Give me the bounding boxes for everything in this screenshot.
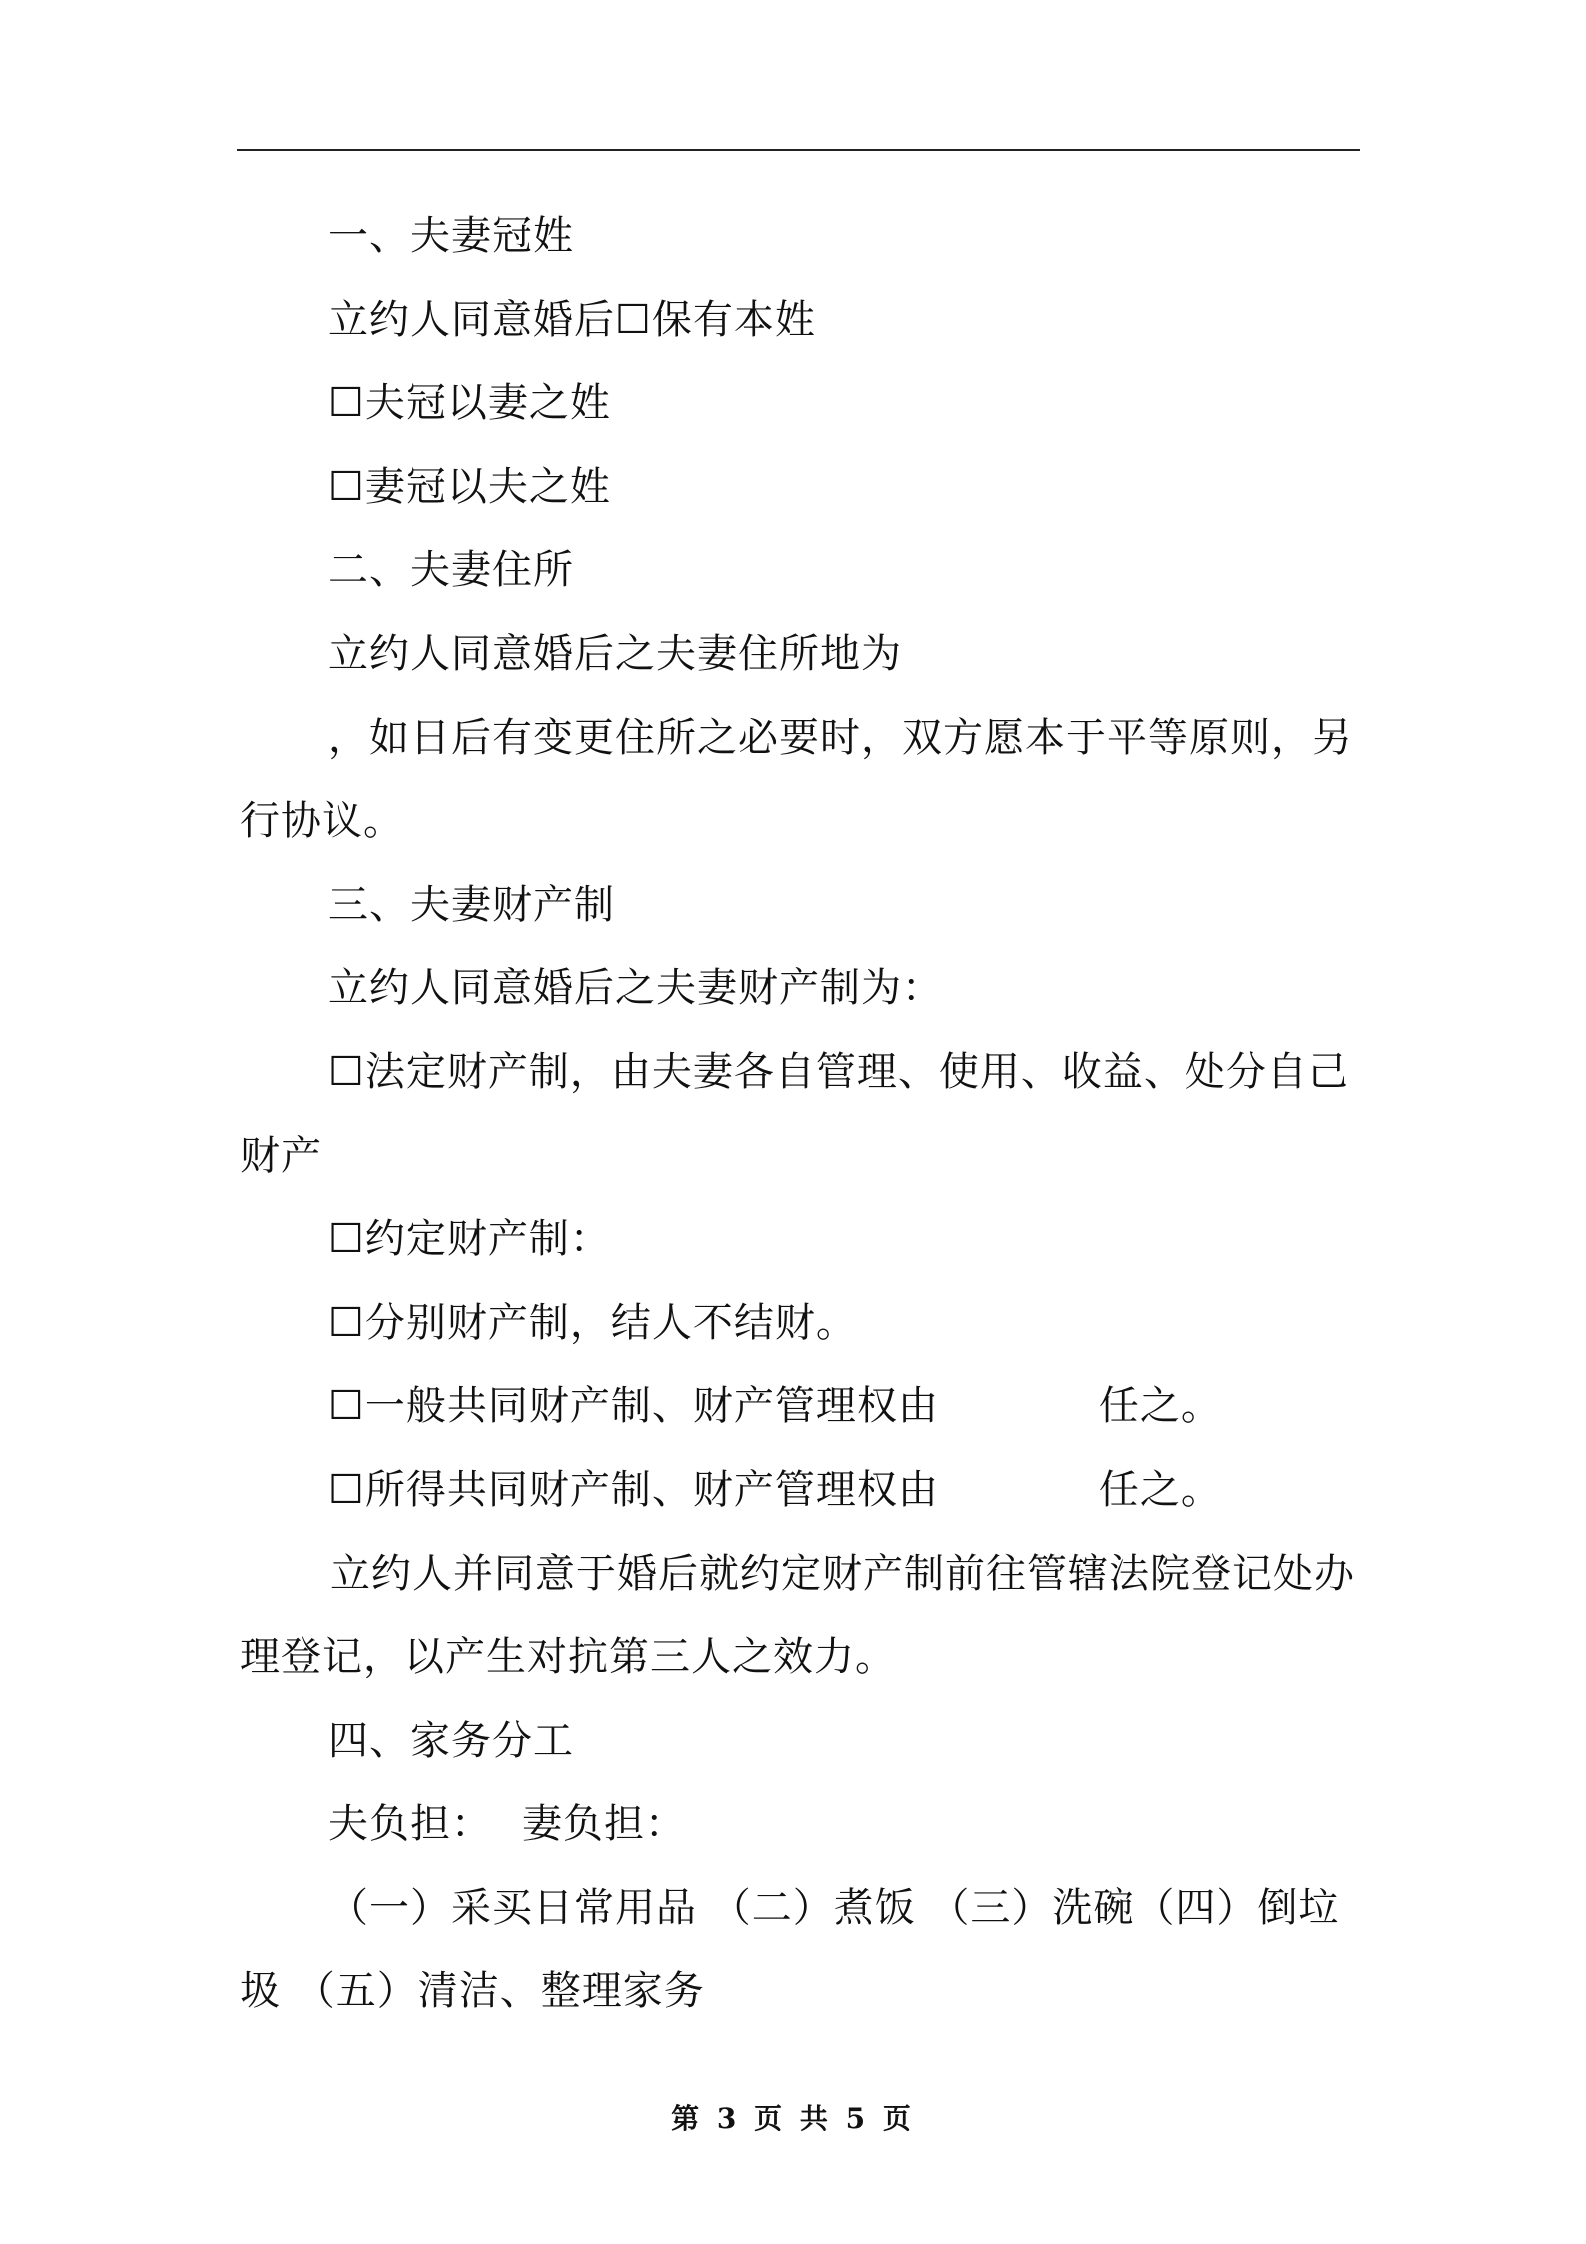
header-rule <box>237 149 1360 151</box>
income-common-suffix: 任之。 <box>1098 1466 1222 1513</box>
page-number-footer: 第 3 页 共 5 页 <box>671 2102 915 2135</box>
section-heading-3: 三、夫妻财产制 <box>328 881 615 928</box>
surname-option-keep: 立约人同意婚后☐保有本姓 <box>328 296 816 343</box>
general-common-label: ☐一般共同财产制、财产管理权由 <box>328 1383 939 1430</box>
surname-option-husband: ☐夫冠以妻之姓 <box>328 380 611 427</box>
general-common-suffix: 任之。 <box>1098 1383 1222 1430</box>
income-common-label: ☐所得共同财产制、财产管理权由 <box>328 1466 939 1513</box>
property-option-income-common <box>240 1449 1362 1533</box>
property-option-general-common <box>240 1365 1362 1449</box>
wife-burden-label: 妻负担： <box>522 1801 686 1848</box>
property-option-separate: ☐分别财产制，结人不结财。 <box>328 1299 857 1346</box>
property-option-agreed: ☐约定财产制： <box>328 1216 611 1263</box>
chore-assignment <box>240 1783 1362 1867</box>
section-heading-1: 一、夫妻冠姓 <box>328 213 574 259</box>
residence-clause: 立约人同意婚后之夫妻住所地为 <box>328 630 902 677</box>
chore-list: （一）采买日常用品 （二）煮饭 （三）洗碗（四）倒垃圾 （五）清洁、整理家务 <box>240 1884 1340 2015</box>
registration-clause: 立约人并同意于婚后就约定财产制前往管辖法院登记处办理登记，以产生对抗第三人之效力。 <box>240 1550 1355 1681</box>
section-heading-2: 二、夫妻住所 <box>328 547 574 594</box>
husband-burden-label: 夫负担： <box>328 1801 492 1848</box>
surname-option-wife: ☐妻冠以夫之姓 <box>328 463 611 510</box>
section-heading-4: 四、家务分工 <box>328 1717 574 1764</box>
document-body <box>240 195 1362 2034</box>
residence-change-clause: ，如日后有变更住所之必要时，双方愿本于平等原则，另行协议。 <box>240 714 1353 845</box>
property-option-statutory: ☐法定财产制，由夫妻各自管理、使用、收益、处分自己财产 <box>240 1048 1349 1179</box>
property-system-intro: 立约人同意婚后之夫妻财产制为： <box>328 965 943 1012</box>
